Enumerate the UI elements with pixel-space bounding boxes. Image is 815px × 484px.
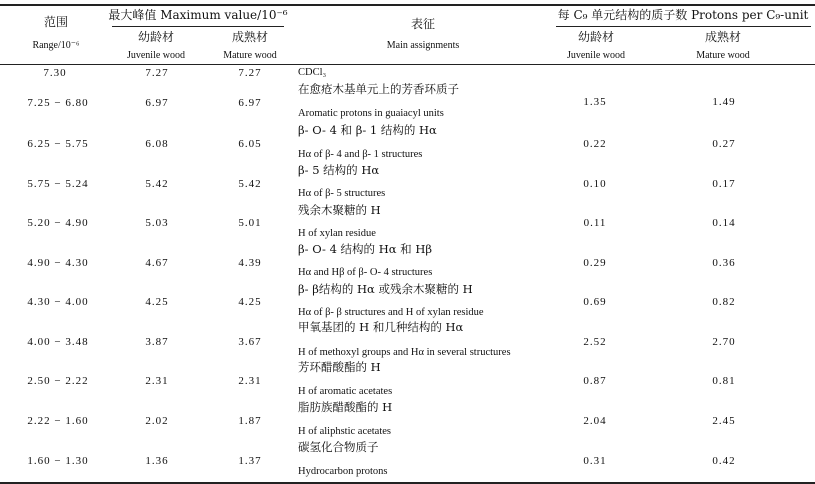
maxpeak-juvenile-cell: 4.25 (145, 296, 169, 308)
assignment-cn: β- O- 4 和 β- 1 结构的 Hα (298, 123, 437, 137)
assignment-en: Hα of β- 5 structures (298, 188, 386, 199)
bottom-rule (0, 482, 815, 484)
protons-juvenile-cell: 2.52 (583, 336, 607, 348)
maxpeak-mature-cell: 2.31 (238, 375, 262, 387)
protons-sub-rule (556, 26, 811, 27)
range-cell: 4.00 − 3.48 (27, 336, 89, 348)
assignment-cn: 碳氢化合物质子 (298, 440, 379, 454)
header-range-en: Range/10⁻⁶ (32, 40, 80, 51)
maxpeak-mature-cell: 5.01 (238, 217, 262, 229)
range-cell: 5.75 − 5.24 (27, 178, 89, 190)
top-rule (0, 4, 815, 6)
protons-juvenile-cell: 0.22 (583, 138, 607, 150)
protons-mature-cell: 0.36 (712, 257, 736, 269)
header-juvenile-cn2: 幼龄材 (577, 30, 615, 44)
header-juvenile-cn: 幼龄材 (137, 30, 175, 44)
assignment-en: H of aromatic acetates (298, 386, 393, 397)
maxpeak-juvenile-cell: 4.67 (145, 257, 169, 269)
header-protons: 每 C₉ 单元结构的质子数 Protons per C₉-unit (557, 8, 809, 22)
header-assign-cn: 表征 (410, 17, 436, 31)
protons-juvenile-cell: 0.87 (583, 375, 607, 387)
header-bottom-rule (0, 64, 815, 65)
maxpeak-mature-cell: 7.27 (238, 67, 262, 79)
range-cell: 7.25 − 6.80 (27, 97, 89, 109)
assignment-en: Hα of β- 4 and β- 1 structures (298, 149, 423, 160)
maxpeak-mature-cell: 1.87 (238, 415, 262, 427)
assignment-cn: 甲氧基团的 H 和几种结构的 Hα (298, 320, 464, 334)
protons-mature-cell: 0.14 (712, 217, 736, 229)
assignment-cn: 芳环醋酸酯的 H (298, 360, 381, 374)
header-juvenile-en: Juvenile wood (126, 50, 186, 61)
maxpeak-juvenile-cell: 3.87 (145, 336, 169, 348)
protons-juvenile-cell: 2.04 (583, 415, 607, 427)
assignment-cn: 在愈疮木基单元上的芳香环质子 (298, 82, 459, 96)
maxpeak-juvenile-cell: 7.27 (145, 67, 169, 79)
protons-mature-cell: 2.45 (712, 415, 736, 427)
protons-mature-cell: 0.17 (712, 178, 736, 190)
maxpeak-mature-cell: 6.05 (238, 138, 262, 150)
header-mature-cn: 成熟材 (231, 30, 269, 44)
range-cell: 4.90 − 4.30 (27, 257, 89, 269)
maxpeak-mature-cell: 5.42 (238, 178, 262, 190)
range-cell: 2.22 − 1.60 (27, 415, 89, 427)
maxpeak-mature-cell: 6.97 (238, 97, 262, 109)
maxpeak-juvenile-cell: 6.08 (145, 138, 169, 150)
protons-juvenile-cell: 0.69 (583, 296, 607, 308)
range-cell: 1.60 − 1.30 (27, 455, 89, 467)
protons-juvenile-cell: 0.31 (583, 455, 607, 467)
header-mature-cn2: 成熟材 (704, 30, 742, 44)
protons-mature-cell: 0.42 (712, 455, 736, 467)
maxpeak-juvenile-cell: 5.42 (145, 178, 169, 190)
protons-juvenile-cell: 0.10 (583, 178, 607, 190)
header-mature-en2: Mature wood (696, 50, 750, 61)
assignment-en: H of xylan residue (298, 228, 376, 239)
assignment-en: H of methoxyl groups and Hα in several structures (298, 347, 511, 358)
range-cell: 5.20 − 4.90 (27, 217, 89, 229)
maxpeak-mature-cell: 4.39 (238, 257, 262, 269)
protons-mature-cell: 2.70 (712, 336, 736, 348)
assignment-en: Hα and Hβ of β- O- 4 structures (298, 267, 433, 278)
assignment-cn: 残余木聚糖的 H (298, 203, 381, 217)
maxpeak-juvenile-cell: 6.97 (145, 97, 169, 109)
assignment-cn: CDCl₃ (298, 67, 327, 78)
protons-mature-cell: 0.27 (712, 138, 736, 150)
assignment-en: Hα of β- β structures and H of xylan residue (298, 307, 484, 318)
maxpeak-juvenile-cell: 5.03 (145, 217, 169, 229)
protons-juvenile-cell: 0.11 (583, 217, 607, 229)
range-cell: 2.50 − 2.22 (27, 375, 89, 387)
maxpeak-mature-cell: 4.25 (238, 296, 262, 308)
assignment-cn: 脂肪族醋酸酯的 H (298, 400, 393, 414)
assignment-cn: β- β结构的 Hα 或残余木聚糖的 H (298, 282, 473, 296)
header-juvenile-en2: Juvenile wood (566, 50, 626, 61)
maxpeak-juvenile-cell: 2.31 (145, 375, 169, 387)
protons-mature-cell: 0.81 (712, 375, 736, 387)
range-cell: 6.25 − 5.75 (27, 138, 89, 150)
range-cell: 4.30 − 4.00 (27, 296, 89, 308)
range-cell: 7.30 (43, 67, 67, 79)
assignment-cn: β- 5 结构的 Hα (298, 163, 380, 177)
header-range-cn: 范围 (43, 15, 69, 29)
maxpeak-mature-cell: 3.67 (238, 336, 262, 348)
maxpeak-juvenile-cell: 2.02 (145, 415, 169, 427)
header-assign-en: Main assignments (386, 40, 460, 51)
assignment-en: H of aliphstic acetates (298, 426, 392, 437)
assignment-en: Hydrocarbon protons (298, 466, 388, 477)
header-mature-en: Mature wood (223, 50, 277, 61)
header-maxpeak: 最大峰值 Maximum value/10⁻⁶ (108, 8, 288, 22)
assignment-en: Aromatic protons in guaiacyl units (298, 108, 444, 119)
assignment-cn: β- O- 4 结构的 Hα 和 Hβ (298, 242, 432, 256)
maxpeak-juvenile-cell: 1.36 (145, 455, 169, 467)
protons-juvenile-cell: 1.35 (583, 96, 607, 108)
maxpeak-mature-cell: 1.37 (238, 455, 262, 467)
maxpeak-sub-rule (112, 26, 284, 27)
protons-mature-cell: 0.82 (712, 296, 736, 308)
protons-juvenile-cell: 0.29 (583, 257, 607, 269)
protons-mature-cell: 1.49 (712, 96, 736, 108)
